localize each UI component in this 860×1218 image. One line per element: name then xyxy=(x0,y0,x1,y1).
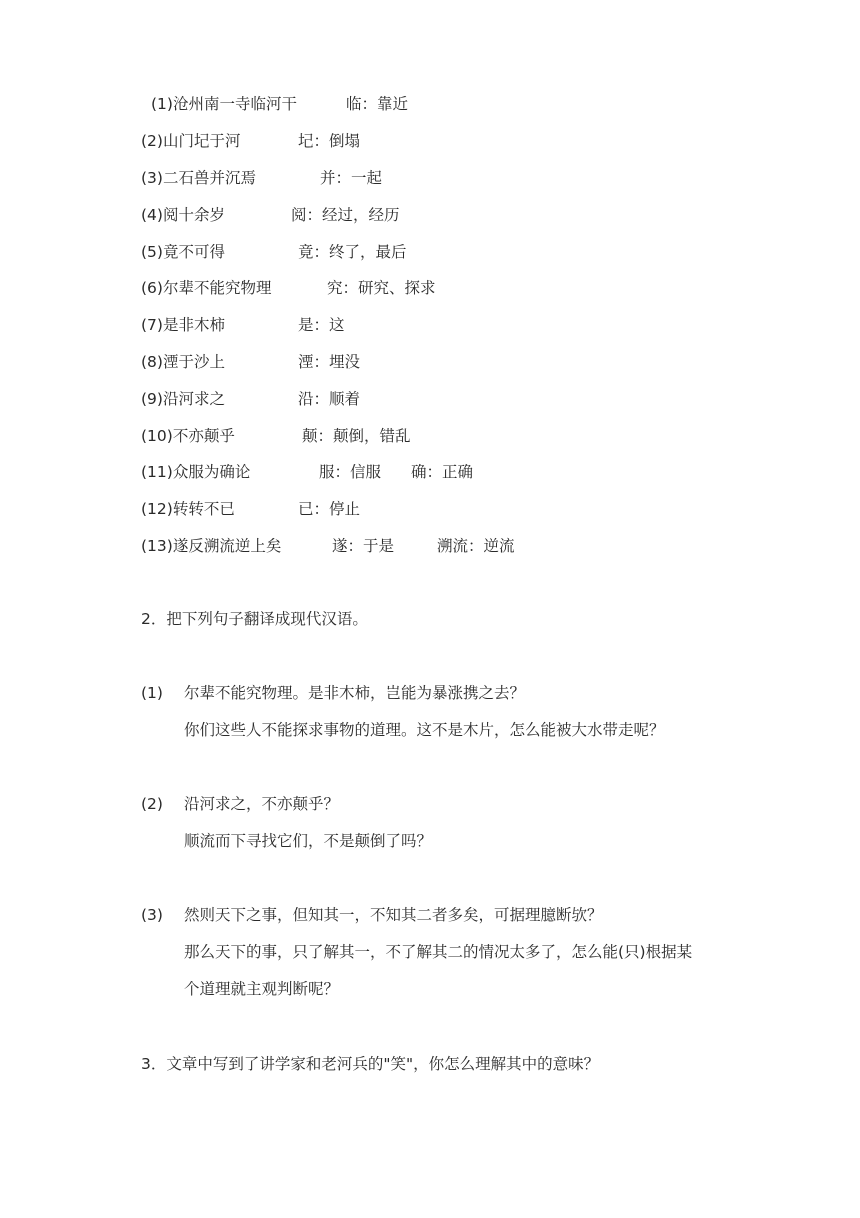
original-sentence: 然则天下之事，但知其一，不知其二者多矣，可据理臆断欤？ xyxy=(184,906,603,924)
vocab-source: (8)湮于沙上 xyxy=(141,353,225,371)
translation-text: 你们这些人不能探求事物的道理。这不是木片，怎么能被大水带走呢？ xyxy=(184,721,665,739)
original-sentence: 尔辈不能究物理。是非木柿，岂能为暴涨携之去？ xyxy=(184,684,526,702)
translation-number: (1) xyxy=(141,684,163,702)
vocab-gloss: 是：这 xyxy=(298,316,345,334)
vocab-gloss: 圮：倒塌 xyxy=(298,132,361,150)
vocab-source: (11)众服为确论 xyxy=(141,463,251,481)
vocab-gloss: 阅：经过，经历 xyxy=(291,206,400,224)
q3-heading: 3．文章中写到了讲学家和老河兵的"笑"，你怎么理解其中的意味？ xyxy=(141,1055,600,1073)
q2-heading: 2．把下列句子翻译成现代汉语。 xyxy=(141,610,368,628)
vocab-gloss-secondary: 确：正确 xyxy=(411,463,474,481)
vocab-gloss: 遂：于是 xyxy=(332,537,395,555)
vocab-gloss: 沿：顺着 xyxy=(298,390,361,408)
vocab-gloss: 究：研究、探求 xyxy=(327,279,436,297)
vocab-source: (7)是非木柿 xyxy=(141,316,225,334)
vocab-source: (1)沧州南一寺临河干 xyxy=(151,95,297,113)
vocab-gloss: 服：信服 xyxy=(319,463,382,481)
translation-number: (2) xyxy=(141,795,163,813)
translation-number: (3) xyxy=(141,906,163,924)
vocab-source: (12)转转不已 xyxy=(141,500,235,518)
translation-text: 个道理就主观判断呢？ xyxy=(184,980,340,998)
vocab-source: (3)二石兽并沉焉 xyxy=(141,169,256,187)
original-sentence: 沿河求之，不亦颠乎？ xyxy=(184,795,340,813)
translation-text: 那么天下的事，只了解其一，不了解其二的情况太多了，怎么能(只)根据某 xyxy=(184,943,693,961)
vocab-gloss: 竟：终了，最后 xyxy=(298,243,407,261)
vocab-source: (4)阅十余岁 xyxy=(141,206,225,224)
vocab-source: (6)尔辈不能究物理 xyxy=(141,279,272,297)
vocab-gloss: 并：一起 xyxy=(320,169,383,187)
vocab-gloss-secondary: 溯流：逆流 xyxy=(437,537,515,555)
vocab-source: (13)遂反溯流逆上矣 xyxy=(141,537,282,555)
vocab-gloss: 已：停止 xyxy=(298,500,361,518)
vocab-gloss: 临：靠近 xyxy=(346,95,409,113)
vocab-source: (9)沿河求之 xyxy=(141,390,225,408)
vocab-gloss: 颠：颠倒，错乱 xyxy=(302,427,411,445)
vocab-source: (10)不亦颠乎 xyxy=(141,427,235,445)
vocab-source: (5)竟不可得 xyxy=(141,243,225,261)
vocab-source: (2)山门圮于河 xyxy=(141,132,241,150)
translation-text: 顺流而下寻找它们，不是颠倒了吗？ xyxy=(184,832,433,850)
vocab-gloss: 湮：埋没 xyxy=(298,353,361,371)
